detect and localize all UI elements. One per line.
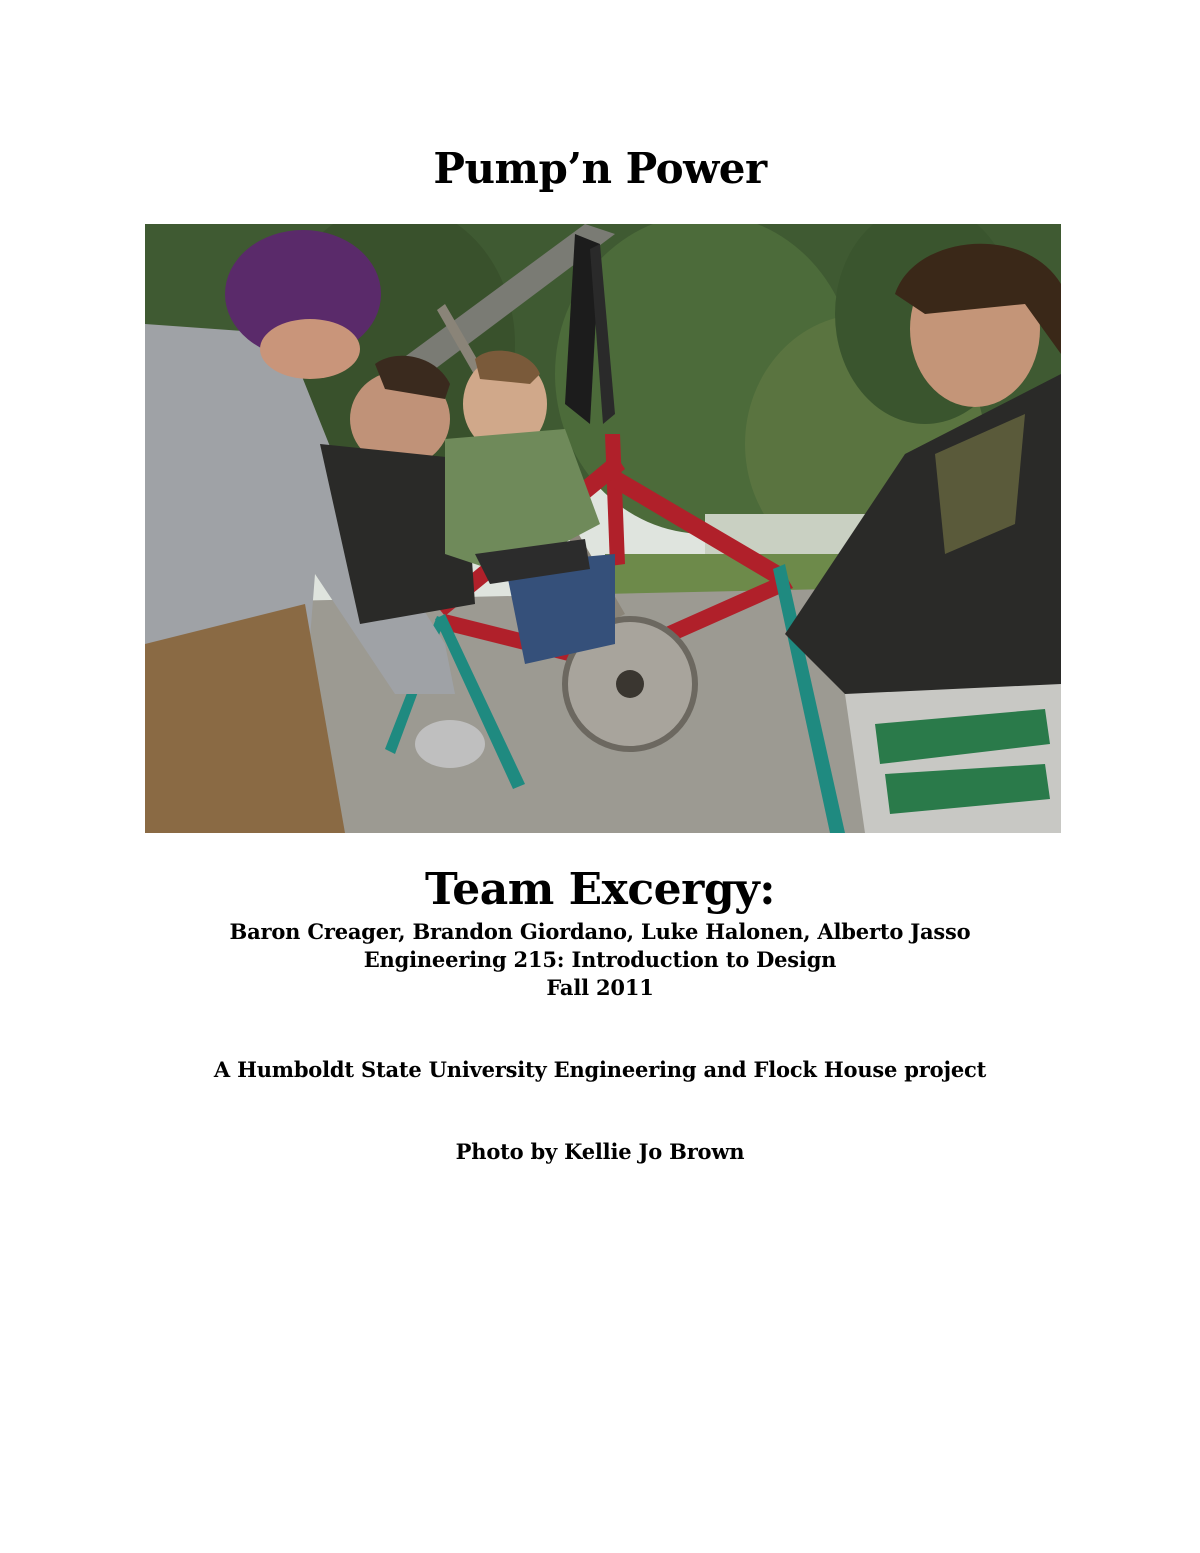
term: Fall 2011: [546, 975, 654, 1000]
team-photo: [145, 224, 1061, 833]
team-photo-image: [145, 224, 1061, 833]
page-title: Pump’n Power: [433, 144, 767, 193]
team-heading: Team Excergy:: [425, 864, 775, 915]
project-affiliation: A Humboldt State University Engineering and Flock House project: [213, 1057, 987, 1082]
course-name: Engineering 215: Introduction to Design: [363, 947, 837, 972]
team-members: Baron Creager, Brandon Giordano, Luke Halonen, Alberto Jasso: [229, 919, 971, 944]
photo-credit: Photo by Kellie Jo Brown: [455, 1139, 745, 1164]
